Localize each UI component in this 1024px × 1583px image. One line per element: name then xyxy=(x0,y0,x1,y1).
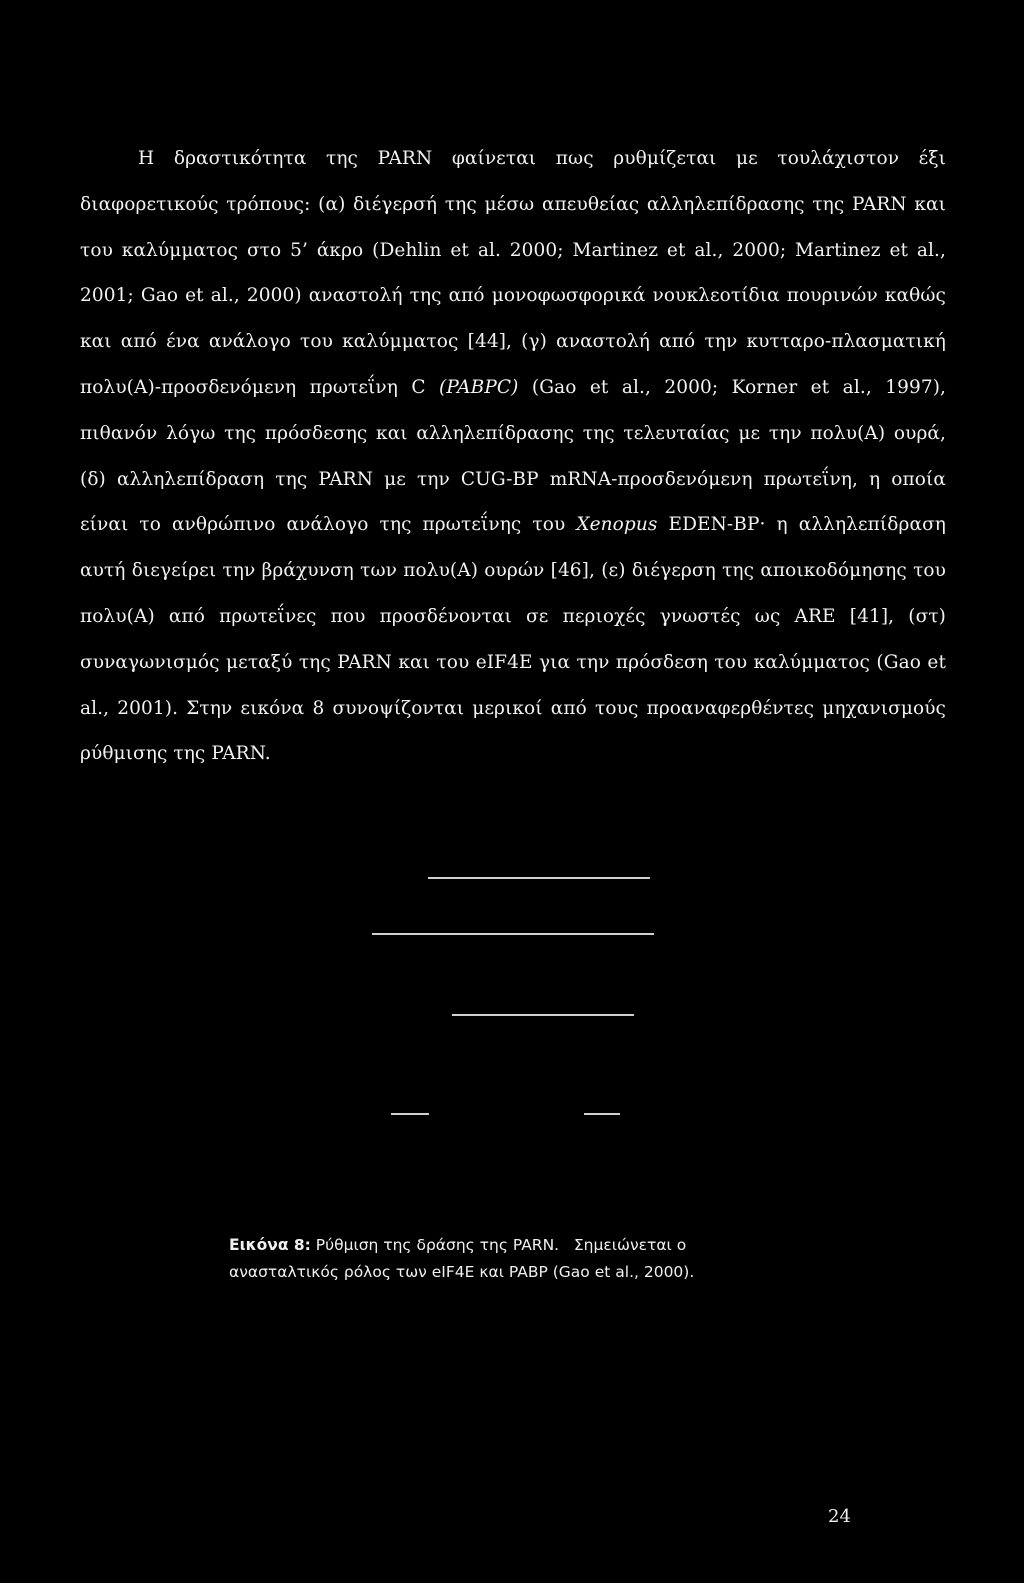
body-paragraph xyxy=(80,136,946,777)
paragraph-text-2: (Gao et al., 2000; Korner et al., 1997), πιθανόν λόγω της πρόσδεσης και αλληλεπίδρασης της τελευταίας με την πολυ(Α) ουρά, (δ) αλληλεπίδραση της PARN με την CUG-BP mRNA-προσδενόμενη πρωτεΐνη, η οποία είναι το ανθρώπινο ανάλογο της πρωτεΐνης του xyxy=(80,376,946,536)
caption-label: Εικόνα 8: xyxy=(229,1236,311,1254)
page-number: 24 xyxy=(828,1506,851,1527)
caption-text-1: Ρύθμιση της δράσης της PARN. Σημειώνεται ο xyxy=(310,1236,687,1254)
figure-line-2 xyxy=(372,933,654,935)
figure-caption xyxy=(229,1232,749,1286)
figure-line-5 xyxy=(584,1113,620,1115)
caption-line-1 xyxy=(229,1232,749,1259)
paragraph-text-1: Η δραστικότητα της PARN φαίνεται πως ρυθμίζεται με τουλάχιστον έξι διαφορετικούς τρόπους: (α) διέγερσή της μέσω απευθείας αλληλεπίδρασης της PARN και του καλύμματος στο 5’ άκρο (Dehlin et al. 2000; Martinez et al., 2000; Martinez et al., 2001; Gao et al., 2000) αναστολή της από μονοφωσφορικά νουκλεοτίδια πουρινών καθώς και από ένα ανάλογο του καλύμματος [44], (γ) αναστολή από την κυτταρο-πλασματική πολυ(Α)-προσδενόμενη πρωτεΐνη C xyxy=(80,148,946,398)
paragraph-text-3: EDEN-BP· η αλληλεπίδραση αυτή διεγείρει την βράχυνση των πολυ(Α) ουρών [46], (ε) διέγερση της αποικοδόμησης του πολυ(Α) από πρωτεΐνες που προσδένονται σε περιοχές γνωστές ως ARE [41], (στ) συναγωνισμός μεταξύ της PARN και του eIF4E για την πρόσδεση του καλύμματος (Gao et al., 2001). Στην εικόνα 8 συνοψίζονται μερικοί από τους προαναφερθέντες μηχανισμούς ρύθμισης της PARN. xyxy=(80,514,946,765)
pabpc-italic: (PABPC) xyxy=(439,376,519,398)
xenopus-italic: Xenopus xyxy=(576,514,658,536)
caption-line-2: ανασταλτικός ρόλος των eIF4E και PABP (Gao et al., 2000). xyxy=(229,1263,695,1281)
figure-line-1 xyxy=(428,877,650,879)
figure-line-4 xyxy=(391,1113,429,1115)
figure-line-3 xyxy=(452,1014,634,1016)
